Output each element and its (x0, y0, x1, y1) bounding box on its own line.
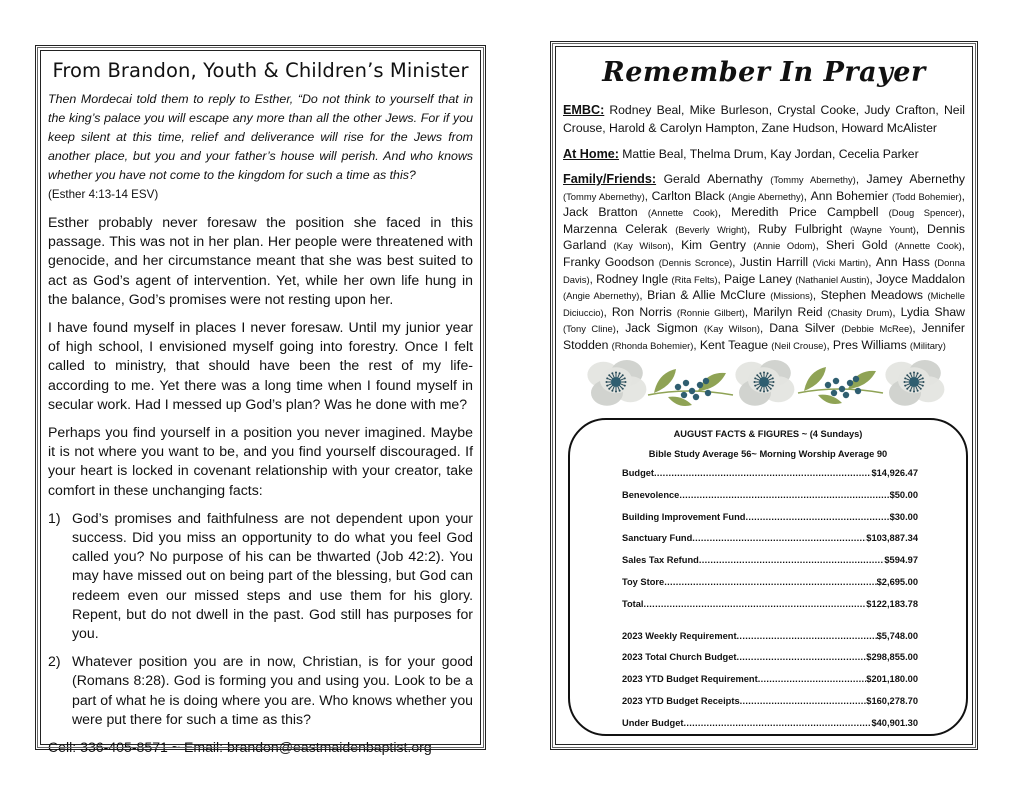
entry-relation: (Angie Abernethy) (728, 190, 804, 202)
finance-value: $50.00 (889, 489, 918, 500)
fact-list-item (48, 509, 473, 643)
prayer-entry: Jamey Abernethy (Tommy Abernethy), (563, 172, 965, 203)
group-label: EMBC: (563, 103, 605, 117)
prayer-entry: Kent Teague (Neil Crouse), (699, 337, 830, 352)
entry-relation: (Doug Spencer) (888, 207, 962, 219)
finance-label: Under Budget (622, 717, 684, 728)
prayer-entry: Paige Laney (Nathaniel Austin), (724, 271, 873, 286)
entry-name: Franky Goodson (563, 254, 655, 269)
prayer-group-family-friends (563, 172, 965, 355)
entry-relation: (Neil Crouse) (771, 339, 827, 351)
entry-relation: (Nathaniel Austin) (795, 273, 870, 285)
entry-name: Kim Gentry (681, 238, 747, 253)
finance-value: $30.00 (889, 511, 918, 522)
group-label: At Home: (563, 147, 619, 161)
entry-name: Meredith Price Campbell (731, 205, 879, 220)
flower-icon (735, 360, 794, 406)
entry-relation: (Tommy Abernethy) (563, 190, 645, 202)
attendance-averages: Bible Study Average 56~ Morning Worship Average 90 (648, 449, 888, 459)
finance-value: $594.97 (884, 555, 918, 566)
prayer-entry: Sheri Gold (Annette Cook), (825, 238, 965, 253)
entry-relation: (Chasity Drum) (827, 306, 893, 318)
dot-leader (679, 490, 889, 500)
prayer-entry: Brian & Allie McClure (Missions), (647, 288, 817, 303)
dot-leader (644, 599, 867, 609)
finance-label: Total (622, 598, 644, 609)
prayer-entry: Lydia Shaw (Tony Cline), (563, 304, 965, 336)
finance-label: 2023 YTD Budget Requirement (622, 674, 758, 685)
prayer-entry: Meredith Price Campbell (Doug Spencer), (731, 205, 965, 220)
entry-name: Brian & Allie McClure (647, 288, 766, 303)
flower-icon (587, 360, 646, 406)
entry-relation: (Missions) (770, 290, 813, 302)
entry-name: Rodney Ingle (596, 271, 669, 286)
entry-name: Jack Sigmon (625, 321, 698, 336)
entry-name: Lydia Shaw (900, 304, 965, 319)
entry-name: Ron Norris (611, 304, 672, 319)
finance-row (622, 631, 918, 653)
group-label: Family/Friends: (563, 172, 657, 186)
floral-border-image (576, 357, 956, 407)
entry-relation: (Rita Felts) (671, 273, 718, 285)
finance-value: $298,855.00 (866, 652, 918, 663)
finance-label: Sanctuary Fund (622, 533, 693, 544)
letter-paragraph: Perhaps you find yourself in a position you never imagined. Maybe it is not where you want to be, and you find yourself discouraged. If your heart is locked in covenant relationship with your creator, take comfort in these unchanging facts: (48, 424, 473, 498)
finance-row (622, 490, 918, 512)
prayer-entry: Ruby Fulbright (Wayne Yount), (758, 221, 920, 236)
finance-row (622, 599, 918, 621)
entry-relation: (Dennis Scronce) (658, 256, 733, 268)
entry-relation: (Ronnie Gilbert) (676, 306, 745, 318)
family-entries (563, 174, 965, 352)
entry-name: Jennifer Stodden (563, 321, 965, 352)
scripture-text: Then Mordecai told them to reply to Esther, “Do not think to yourself that in the king’s palace you will escape any more than all the other Jews. For if you keep silent at this time, relief and deliverance will rise for the Jews from another place, but you and your father’s house will perish. And who knows whether you have not come to the kingdom for such a time as this? (48, 92, 473, 182)
entry-relation: (Annie Odom) (753, 240, 816, 252)
entry-relation: (Donna Davis) (563, 256, 965, 285)
group-names: Mattie Beal, Thelma Drum, Kay Jordan, Cecelia Parker (622, 147, 919, 161)
letter-title: From Brandon, Youth & Children’s Minister (52, 59, 469, 82)
prayer-group-at-home (563, 146, 965, 164)
finance-row (622, 696, 918, 718)
entry-relation: (Michelle Diciuccio) (563, 290, 966, 318)
finance-group-budget (570, 631, 966, 740)
entry-name: Sheri Gold (825, 238, 888, 253)
entry-relation: (Tony Cline) (563, 323, 616, 335)
finance-value: $160,278.70 (866, 695, 918, 706)
finance-value: $103,887.34 (866, 533, 918, 544)
entry-name: Ruby Fulbright (758, 221, 843, 236)
prayer-entry: Ann Bohemier (Todd Bohemier), (810, 188, 965, 203)
entry-relation: (Tommy Abernethy) (770, 174, 856, 185)
finance-row (622, 468, 918, 490)
letter-paragraph: Esther probably never foresaw the position she faced in this passage. This was not in her plan. Her people were threatened with genocide, and her circumstance meant that she was best suited to act as God’s agent of intervention. Yet, while her own life hung in the balance, God’s promises were not resting upon her. (48, 214, 473, 307)
group-names: Rodney Beal, Mike Burleson, Crystal Cooke, Judy Crafton, Neil Crouse, Harold & Carolyn Hampton, Zane Hudson, Howard McAlister (563, 103, 965, 135)
prayer-entry: Kim Gentry (Annie Odom), (681, 238, 819, 253)
entry-relation: (Kay Wilson) (613, 240, 671, 252)
prayer-group-embc (563, 102, 965, 138)
prayer-entry: Franky Goodson (Dennis Scronce), (563, 254, 736, 269)
entry-name: Gerald Abernathy (663, 172, 763, 186)
prayer-entry: Ann Hass (Donna Davis), (563, 254, 965, 286)
prayer-entry: Rodney Ingle (Rita Felts), (596, 271, 721, 286)
entry-relation: (Annette Cook) (647, 207, 718, 219)
finance-label: 2023 Total Church Budget (622, 652, 737, 663)
finance-value: $14,926.47 (871, 468, 918, 478)
entry-relation: (Kay Wilson) (703, 323, 760, 335)
prayer-entry: Jack Bratton (Annette Cook), (563, 205, 722, 220)
entry-relation: (Angie Abernethy) (563, 290, 640, 302)
dot-leader (683, 718, 871, 728)
prayer-entry: Gerald Abernathy (Tommy Abernethy), (663, 172, 860, 186)
dot-leader (737, 652, 867, 662)
entry-name: Joyce Maddalon (876, 271, 965, 286)
facts-heading: AUGUST FACTS & FIGURES ~ (4 Sundays) (673, 429, 863, 439)
leaf-berry-sprig-icon (798, 367, 883, 404)
flower-icon (885, 360, 944, 406)
scripture-quote (48, 90, 473, 204)
prayer-entry: Marilyn Reid (Chasity Drum), (753, 304, 896, 319)
dot-leader (740, 696, 867, 706)
finance-label: 2023 Weekly Requirement (622, 630, 737, 641)
finance-value: $40,901.30 (871, 717, 918, 728)
prayer-entry: Carlton Black (Angie Abernethy), (651, 188, 807, 203)
entry-name: Pres Williams (832, 337, 907, 352)
dot-leader (654, 468, 871, 478)
minister-letter-panel (40, 50, 481, 756)
finance-group-august (570, 468, 966, 621)
finance-row (622, 555, 918, 577)
entry-relation: (Annette Cook) (894, 240, 962, 252)
group-spacer (570, 621, 966, 631)
prayer-entry: Stephen Meadows (Michelle Diciuccio), (563, 288, 966, 319)
finance-label: Toy Store (622, 576, 665, 587)
prayer-entry: Ron Norris (Ronnie Gilbert), (611, 304, 749, 319)
prayer-list-panel (555, 46, 973, 745)
finance-value: $201,180.00 (866, 674, 918, 685)
finance-row (622, 718, 918, 740)
facts-figures-box (568, 418, 968, 736)
entry-name: Jamey Abernethy (866, 172, 965, 186)
entry-name: Justin Harrill (739, 254, 809, 269)
entry-relation: (Wayne Yount) (850, 223, 916, 235)
finance-label: 2023 YTD Budget Receipts (622, 695, 740, 706)
finance-label: Budget (622, 468, 655, 478)
entry-relation: (Beverly Wright) (675, 223, 747, 235)
entry-name: Paige Laney (724, 271, 792, 286)
contact-info: Cell: 336-405-8571 ~ Email: brandon@eastmaidenbaptist.org (48, 739, 432, 756)
prayer-entry: Jennifer Stodden (Rhonda Bohemier), (563, 321, 965, 352)
dot-leader (692, 533, 866, 543)
finance-row (622, 533, 918, 555)
list-number: 2) (48, 653, 61, 670)
list-text: God’s promises and faithfulness are not dependent upon your success. Did you miss an opportunity to do what you feel God called you? No purpose of his can be thwarted (Job 42:2). You may have missed out on being part of the blessing, but God can redeem even our missed steps and use them for his glory. Repent, but do not dwell in the past. God still has purposes for you. (72, 509, 473, 642)
prayer-entry: Joyce Maddalon (Angie Abernethy), (563, 271, 965, 303)
entry-name: Carlton Black (651, 188, 725, 203)
finance-row (622, 577, 918, 599)
entry-relation: (Todd Bohemier) (892, 190, 962, 202)
dot-leader (745, 512, 889, 522)
dot-leader (758, 674, 867, 684)
prayer-entry: Jack Sigmon (Kay Wilson), (625, 321, 764, 336)
letter-paragraph: I have found myself in places I never foresaw. Until my junior year of high school, I envisioned myself going into forestry. Once I felt called to ministry, that should have been the rest of my life-according to me. Yet there was a long time when I found myself in secular work. Had I messed up God’s plan? Was he done with me? (48, 319, 473, 412)
finance-label: Sales Tax Refund (622, 555, 699, 566)
entry-relation: (Vicki Martin) (812, 256, 869, 268)
entry-name: Ann Hass (875, 254, 930, 269)
dot-leader (664, 577, 876, 587)
entry-name: Kent Teague (699, 337, 769, 352)
entry-name: Ann Bohemier (810, 188, 889, 203)
prayer-entry: Justin Harrill (Vicki Martin), (739, 254, 872, 269)
entry-relation: (Military) (909, 339, 946, 351)
list-text: Whatever position you are in now, Christian, is for your good (Romans 8:28). God is forming you and using you. Look to be a part of what he is doing where you are. Who knows whether you were put there for such a time as this? (72, 653, 473, 727)
finance-row (622, 512, 918, 534)
entry-name: Marilyn Reid (753, 304, 823, 319)
scripture-reference: (Esther 4:13-14 ESV) (48, 188, 159, 201)
prayer-entry: Dennis Garland (Kay Wilson), (563, 221, 965, 253)
finance-value: $122,183.78 (866, 598, 918, 609)
finance-label: Building Improvement Fund (622, 511, 746, 522)
finance-value: $2,695.00 (876, 576, 918, 587)
fact-list-item (48, 652, 473, 729)
prayer-entry: Dana Silver (Debbie McRee), (769, 321, 916, 336)
dot-leader (699, 555, 885, 565)
finance-label: Benevolence (622, 489, 680, 500)
list-number: 1) (48, 509, 61, 526)
entry-name: Jack Bratton (563, 205, 638, 220)
entry-name: Marzenna Celerak (563, 221, 668, 236)
prayer-entry (830, 337, 946, 352)
finance-row (622, 674, 918, 696)
entry-relation: (Rhonda Bohemier) (611, 339, 694, 351)
entry-name: Stephen Meadows (820, 288, 923, 303)
leaf-berry-sprig-icon (648, 369, 733, 406)
prayer-title: Remember In Prayer (602, 57, 926, 88)
finance-value: $5,748.00 (876, 630, 918, 641)
prayer-entry: Marzenna Celerak (Beverly Wright), (563, 221, 751, 236)
entry-name: Dana Silver (769, 321, 836, 336)
entry-name: Dennis Garland (563, 221, 965, 253)
entry-relation: (Debbie McRee) (841, 323, 913, 335)
finance-row (622, 652, 918, 674)
dot-leader (737, 631, 877, 641)
